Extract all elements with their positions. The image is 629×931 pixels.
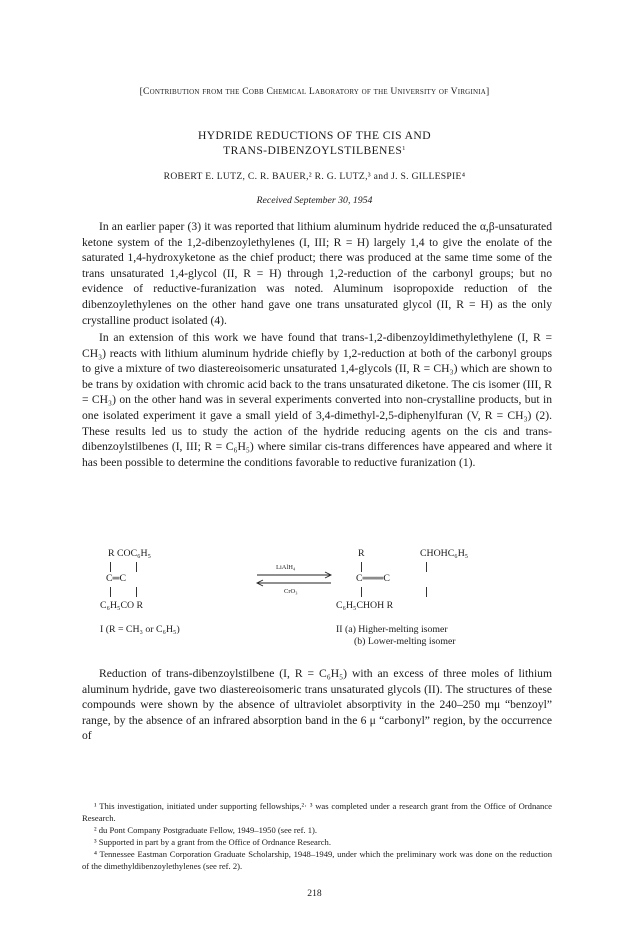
paragraph-1-text: In an earlier paper (3) it was reported that lithium aluminum hydride reduced the α,β-unsaturated ketone system of the 1,2-dibenzoylethylenes (I, III; R = H) largely 1,4 to give the enolate of the saturated 1,4-hydroxyketone as the chief product; there was produced at the same time some of the trans unsaturated 1,4-glycol (II, R = H) through 1,2-reduction of the carbonyl groups; but no evidence of reductive-furanization was noted. Aluminum isopropoxide reduction of the dibenzoylethylenes on the other hand gave one trans unsaturated glycol (II, R = H) as the only crystalline product isolated (4). [82,220,552,327]
footnote-1: ¹ This investigation, initiated under supporting fellowships,²· ³ was completed under a research grant from the Office of Ordnance Research. [82,801,552,823]
compound-I-label: I (R = CH₃ or C₆H₅) [100,624,180,635]
authors: ROBERT E. LUTZ, C. R. BAUER,² R. G. LUTZ,³ and J. S. GILLESPIE⁴ [163,171,466,182]
title-footnote-mark: 1 [402,145,406,152]
left-bottom-formula: C₆H₅CO R [100,600,144,611]
bond-line [136,562,137,572]
received-date: Received September 30, 1954 [256,195,373,206]
reaction-scheme [100,548,540,648]
right-top-formula: CHOHC₆H₅ [420,548,469,559]
paragraph-2-text: In an extension of this work we have found that trans-1,2-dibenzoyldimethylethylene (I, R = CH₃) reacts with lithium aluminum hydride chiefly by 1,2-reduction at both of the carbonyl groups to give a mixture of two diastereoisomeric unsaturated 1,4-glycols (II, R = CH₃) which are shown to be trans by oxidation with chromic acid back to the trans unsaturated diketone. The cis isomer (III, R = CH₃) on the other hand was in several experiments converted into non-crystalline products, but in one isolated experiment it gave a small yield of 3,4-dimethyl-2,5-diphenylfuran (V, R = CH₃) (2). These results led us to study the action of the hydride reducing agents on the cis and trans-dibenzoylstilbenes (I, III; R = C₆H₅) where similar cis-trans differences have appeared and where it has been possible to determine the conditions favorable to reductive furanization (1). [82,331,552,469]
bond-line [426,562,427,572]
title-line-1: HYDRIDE REDUCTIONS OF THE CIS AND [198,129,431,142]
compound-II-label-a: II (a) Higher-melting isomer [336,624,448,635]
left-top-formula: R COC₆H₅ [108,548,152,559]
page-number: 218 [307,888,322,899]
paragraph-2 [82,330,552,470]
bond-line [361,587,362,597]
right-bottom-formula: C₆H₅CHOH R [336,600,394,611]
bond-line [426,587,427,597]
title-line-2: TRANS-DIBENZOYLSTILBENES [223,144,403,157]
right-double-bond: C═══C [356,573,390,584]
bond-line [110,562,111,572]
paper-title [0,128,629,158]
header-text: [Contribution from the Cobb Chemical Laboratory of the University of Virginia] [139,86,490,97]
left-double-bond: C═C [106,573,127,584]
compound-II-label-b: (b) Lower-melting isomer [354,636,456,647]
reagent-forward: LiAlH₄ [276,564,296,571]
equilibrium-arrows [255,570,335,590]
reagent-back: CrO₃ [284,588,298,595]
footnotes [82,800,552,872]
title-line-2-wrap [0,143,629,158]
bond-line [136,587,137,597]
bond-line [361,562,362,572]
footnote-2: ² du Pont Company Postgraduate Fellow, 1949–1950 (see ref. 1). [94,825,318,835]
footnote-3: ³ Supported in part by a grant from the Office of Ordnance Research. [94,837,331,847]
paragraph-3 [82,666,552,744]
footnote-4: ⁴ Tennessee Eastman Corporation Graduate Scholarship, 1948–1949, under which the preliminary work was done on the reduction of the dimethyldibenzoylethylenes (see ref. 2). [82,849,552,871]
institution-header [0,86,629,97]
bond-line [110,587,111,597]
right-top-r: R [358,548,365,559]
paragraph-1 [82,219,552,328]
paragraph-3-text: Reduction of trans-dibenzoylstilbene (I, R = C₆H₅) with an excess of three moles of lithium aluminum hydride, gave two diastereoisomeric trans unsaturated glycols (II). The structures of these compounds were shown by the absence of ultraviolet absorptivity in the 240–250 mμ “benzoyl” range, by the absence of an infrared absorption band in the 6 μ “carbonyl” region, by the occurrence of [82,667,552,743]
